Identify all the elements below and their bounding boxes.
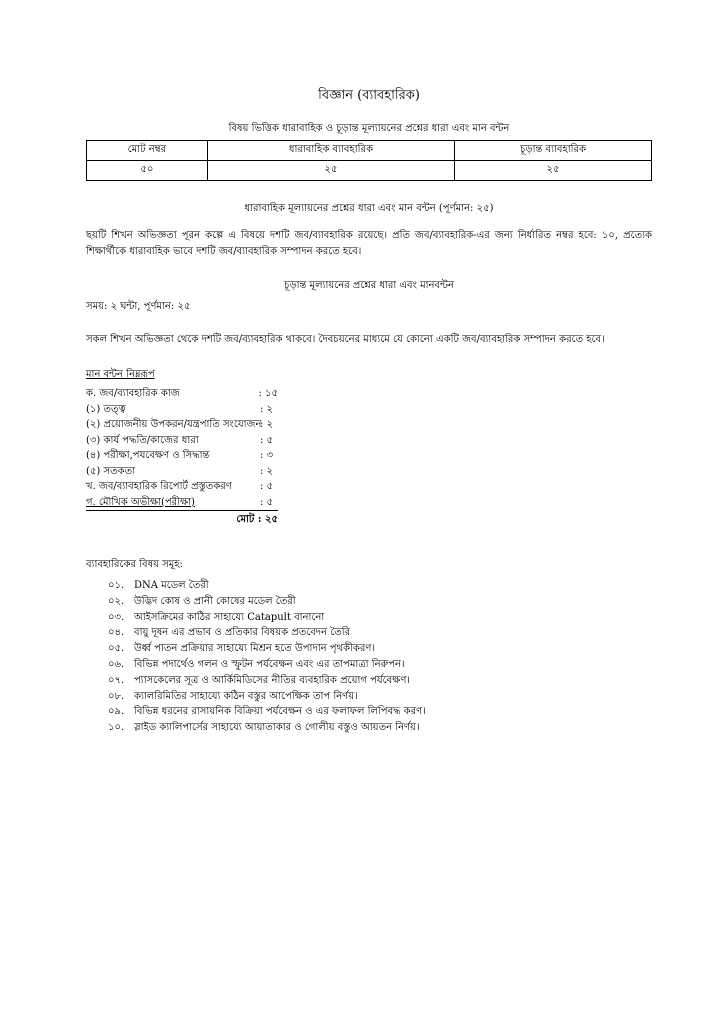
table-cell-continuous: ২৫ (207, 161, 454, 181)
list-item-text: বিভিন্ন পদার্থেও গলন ও স্ফুটন পর্যবেক্ষন এবং এর তাপমাত্রা নিরুপন। (134, 658, 405, 670)
continuous-paragraph: ছয়টি শিখন অভিজ্ঞতা পূরন কল্পে এ বিষয়ে দশটি জব/ব্যাবহারিক রয়েছে। প্রতি জব/ব্যাবহারিক-এর জন্য নির্ধারিত নম্বর হবে: ১০, প্রত্যেক শিক্ষার্থীকে ধারাবাহিক ভাবে দশটি জব/ব্যাবহারিক সম্পাদন করতে হবে। (86, 230, 652, 257)
mark-value: : ১৫ (258, 388, 278, 399)
mark-label: (৫) সতকতা (86, 465, 135, 477)
mark-label: গ. মৌখিক অভীক্ষা(পরীক্ষা) (86, 496, 195, 508)
mark-label: (১) তত্ত্ব (86, 403, 126, 415)
list-item (108, 578, 652, 594)
table-header-continuous: ধারাবাহিক ব্যাবহারিক (207, 141, 454, 161)
mark-label: (৩) কার্য পদ্ধতি/কাজের ধারা (86, 434, 199, 446)
mark-value: : ২ (260, 403, 274, 415)
list-item (108, 594, 652, 610)
table-row (87, 161, 652, 181)
list-item-text: আইসক্রিমের কাঠির সাহায্যে Catapult বানানো (134, 611, 325, 623)
marks-title: মান বন্টন নিম্নরূপ (86, 369, 155, 380)
list-item-text: বিভিন্ন ধরনের রাসায়নিক বিক্রিয়া পর্যবেক্ষন ও এর ফলাফল লিপিবদ্ধ করণ। (134, 706, 426, 718)
page-title: বিজ্ঞান (ব্যাবহারিক) (318, 88, 420, 103)
list-item-number: ০১. (108, 580, 125, 591)
list-item-text: প্যাসকেলের সূত্র ও আর্কিমিডিসের নীতির ব্যবহারিক প্রয়োগ পর্যবেক্ষণ। (134, 674, 410, 686)
mark-label: (৪) পরীক্ষা,পযবেক্ষণ ও সিদ্ধান্ত (86, 450, 210, 461)
mark-value: : ৫ (260, 481, 274, 492)
list-item (108, 625, 652, 641)
mark-row (86, 417, 278, 433)
list-item-text: স্লাইড ক্যালিপার্সের সাহায্যে আয়াতাকার ও গোলীয় বস্তুও আয়তন নির্ণয়। (134, 722, 420, 734)
mark-row (86, 495, 278, 512)
document-page (86, 86, 652, 736)
list-item-number: ০৭. (108, 674, 125, 686)
mark-row (86, 386, 278, 402)
mark-value: : ২ (260, 465, 274, 477)
continuous-heading: ধারাবাহিক মূল্যায়নের প্রশ্নের ধারা এবং মান বন্টন (পূর্ণমান: ২৫) (244, 203, 494, 214)
list-item-text: DNA মডেল তৈরী (134, 580, 209, 591)
list-item (108, 689, 652, 705)
list-item-number: ০৬. (108, 658, 125, 670)
list-item-text: ক্যালরিমিতির সাহায্যে কঠিন বস্তুর আপেক্ষিক তাপ নির্ণয়। (134, 690, 358, 702)
mark-value: : ৫ (260, 496, 274, 508)
list-item-number: ০৯. (108, 706, 125, 718)
list-item-number: ০৪. (108, 627, 125, 639)
final-heading: চূড়ান্ত মূল্যায়নের প্রশ্নের ধারা এবং মানবন্টন (284, 280, 454, 291)
table-header-row (87, 141, 652, 161)
list-item (108, 641, 652, 657)
mark-label: খ. জব/ব্যাবহারিক রিপোর্ট প্রস্তুতকরণ (86, 481, 232, 492)
subjects-list (86, 578, 652, 736)
table-cell-total: ৫০ (87, 161, 208, 181)
mark-row (86, 433, 278, 449)
list-item-text: উদ্ভিদ কোষ ও প্রানী কোষের মডেল তৈরী (134, 595, 296, 607)
list-item (108, 673, 652, 689)
table-cell-final: ২৫ (455, 161, 652, 181)
mark-row (86, 464, 278, 480)
mark-row (86, 448, 278, 464)
distribution-caption: বিষয় ভিত্তিক ধারাবাহিক ও চূড়ান্ত মূল্যায়নের প্রশ্নের ধারা এবং মান বন্টন (228, 123, 510, 134)
final-paragraph: সকল শিখন অভিজ্ঞতা থেকে দশটি জব/ব্যাবহারিক থাকবে। দৈবচয়নের মাধ্যমে যে কোনো একটি জব/ব্যাবহারিক সম্পাদন করতে হবে। (86, 334, 605, 345)
list-item-number: ১০. (108, 722, 125, 734)
marks-list (86, 386, 652, 511)
list-item (108, 610, 652, 626)
mark-row (86, 479, 278, 495)
list-item (108, 704, 652, 720)
list-item-text: বায়ু দূষন এর প্রভাব ও প্রতিকার বিষয়ক প্রতবেদন তৈরি (134, 627, 351, 639)
table-header-final: চূড়ান্ত ব্যাবহারিক (455, 141, 652, 161)
table-header-total: মোট নম্বর (87, 141, 208, 161)
mark-value: : ৫ (260, 434, 274, 446)
mark-value: : ২ (260, 419, 274, 430)
list-item-text: উর্ধ্ব পাতন প্রক্রিয়ার সাহায্যে মিশ্রন হতে উপাদান পৃথকীকরণ। (134, 643, 375, 655)
list-item-number: ০৩. (108, 611, 125, 623)
mark-value: : ৩ (260, 450, 274, 461)
list-item-number: ০৮. (108, 690, 125, 702)
marks-total: মোট : ২৫ (236, 514, 278, 525)
list-item (108, 657, 652, 673)
mark-row (86, 402, 278, 418)
subjects-title: ব্যাবহারিকের বিষয় সমূহ: (86, 559, 183, 570)
list-item-number: ০২. (108, 595, 125, 607)
distribution-table (86, 140, 652, 181)
mark-label: (২) প্রয়োজনীয় উপকরন/যন্ত্রপাতি সংযোজন (86, 419, 262, 430)
list-item-number: ০৫. (108, 643, 125, 655)
list-item (108, 720, 652, 736)
mark-label: ক. জব/ব্যাবহারিক কাজ (86, 388, 180, 399)
final-time: সময়: ২ ঘন্টা, পূর্ণমান: ২৫ (86, 301, 191, 312)
